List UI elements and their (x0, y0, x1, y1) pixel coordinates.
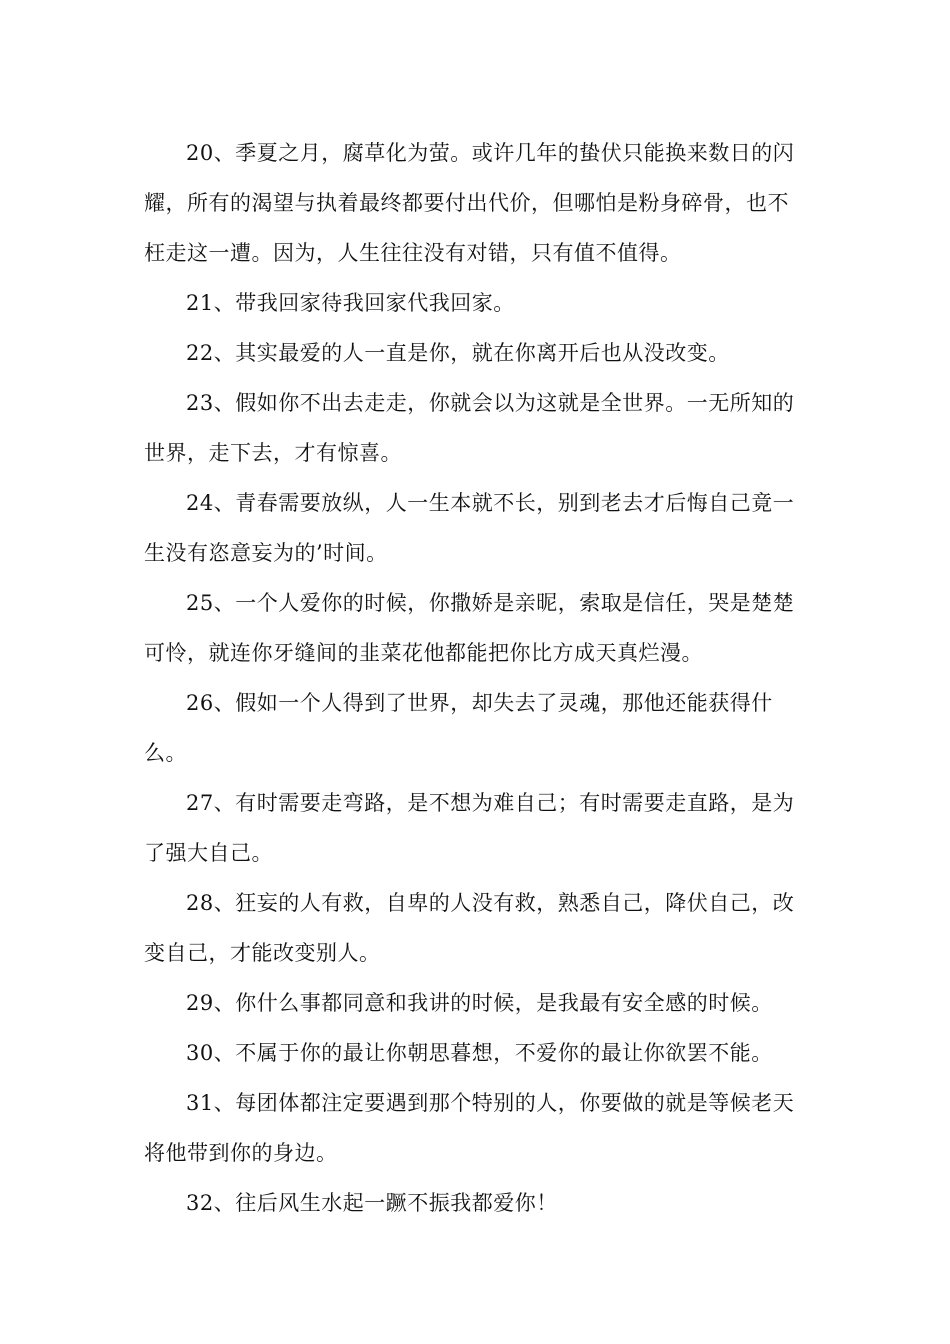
document-body (144, 128, 808, 1228)
paragraph-28: 28、狂妄的人有救，自卑的人没有救，熟悉自己，降伏自己，改变自己，才能改变别人。 (144, 891, 795, 965)
paragraph-32: 32、往后风生水起一蹶不振我都爱你！ (186, 1191, 558, 1215)
paragraph-21: 21、带我回家待我回家代我回家。 (186, 291, 515, 315)
paragraph-26: 26、假如一个人得到了世界，却失去了灵魂，那他还能获得什么。 (144, 691, 773, 765)
paragraph-29: 29、你什么事都同意和我讲的时候，是我最有安全感的时候。 (186, 991, 773, 1015)
paragraph-30: 30、不属于你的最让你朝思暮想，不爱你的最让你欲罢不能。 (186, 1041, 773, 1065)
paragraph-20: 20、季夏之月，腐草化为萤。或许几年的蛰伏只能换来数日的闪耀，所有的渴望与执着最终都要付出代价，但哪怕是粉身碎骨，也不枉走这一遭。因为，人生往往没有对错，只有值不值得。 (144, 141, 795, 265)
paragraph-31: 31、每团体都注定要遇到那个特别的人，你要做的就是等候老天将他带到你的身边。 (144, 1091, 795, 1165)
paragraph-25: 25、一个人爱你的时候，你撒娇是亲昵，索取是信任，哭是楚楚可怜，就连你牙缝间的韭菜花他都能把你比方成天真烂漫。 (144, 591, 795, 665)
paragraph-24: 24、青春需要放纵，人一生本就不长，别到老去才后悔自己竟一生没有恣意妄为的’时间。 (144, 491, 795, 565)
paragraph-22: 22、其实最爱的人一直是你，就在你离开后也从没改变。 (186, 341, 730, 365)
paragraph-27: 27、有时需要走弯路，是不想为难自己；有时需要走直路，是为了强大自己。 (144, 791, 795, 865)
paragraph-23: 23、假如你不出去走走，你就会以为这就是全世界。一无所知的世界，走下去，才有惊喜。 (144, 391, 795, 465)
